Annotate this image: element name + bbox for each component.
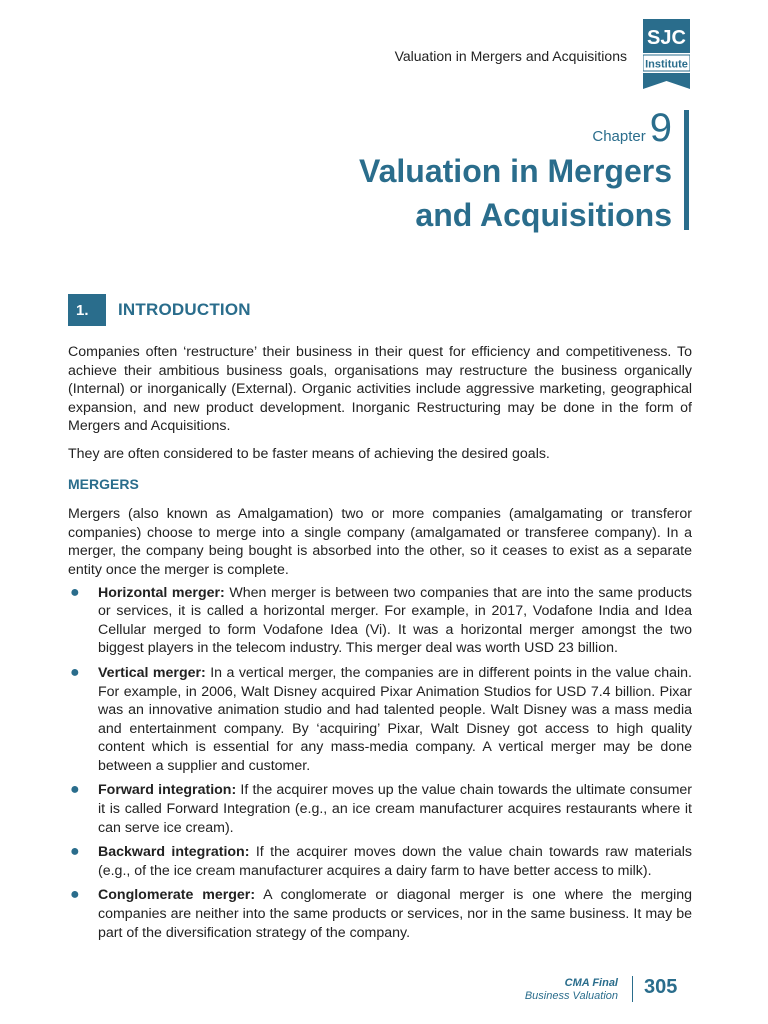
page-number: 305 (644, 976, 678, 998)
bullet-icon: ● (70, 583, 80, 601)
chapter-accent-bar (684, 110, 689, 230)
intro-paragraph-2: They are often considered to be faster means of achieving the desired goals. (68, 445, 550, 462)
footer-course (525, 977, 618, 1003)
list-item-text: When merger is between two companies that are into the same products or services, it is called a horizontal merger. For example, in 2017, Vodafone India and Idea Cellular merged to form Vodafone Idea (Vi). It was a horizontal merger amongst the two biggest players in the telecom industry. This merger deal was worth USD 23 billion. (98, 584, 693, 657)
chapter-title-line-2: and Acquisitions (415, 197, 672, 233)
list-item-term: Backward integration: (98, 844, 250, 861)
chapter-label: Chapter (592, 128, 646, 145)
bullet-icon: ● (70, 843, 80, 861)
list-item (68, 584, 692, 658)
bullet-icon: ● (70, 663, 80, 681)
footer-divider (632, 976, 633, 1002)
chapter-number: 9 (649, 106, 672, 150)
chapter-title-line-1: Valuation in Mergers (359, 153, 672, 189)
intro-paragraph-1: Companies often ‘restructure’ their business in their quest for efficiency and competitiveness. To achieve their ambitious business goals, organisations may restructure the business organically (Internal) or inorganically (External). Organic activities include aggressive marketing, geographical expansion, and new product development. Inorganic Restructuring may be done in the form of Mergers and Acquisitions. (68, 344, 692, 435)
sjc-institute-logo (643, 19, 690, 89)
list-item (68, 886, 692, 942)
list-item-term: Vertical merger: (98, 664, 206, 681)
list-item-term: Forward integration: (98, 782, 237, 799)
list-item-text: If the acquirer moves up the value chain towards the ultimate consumer it is called Forward Integration (e.g., an ice cream manufacturer acquires restaurants where it can serve ice cream). (98, 782, 693, 836)
merger-types-list (68, 584, 692, 943)
list-item-text: If the acquirer moves down the value chain towards raw materials (e.g., of the ice cream manufacturer acquires a dairy farm to have better access to milk). (98, 844, 692, 879)
footer-line-2: Business Valuation (524, 990, 618, 1002)
list-item-term: Conglomerate merger: (98, 887, 256, 904)
list-item (68, 781, 692, 837)
list-item-term: Horizontal merger: (98, 584, 225, 601)
logo-bottom-text: Institute (645, 58, 688, 71)
mergers-paragraph: Mergers (also known as Amalgamation) two or more companies (amalgamating or transferor companies) choose to merge into a single company (amalgamated or transferee company). In a merger, the company being bought is absorbed into the other, so it ceases to exist as a separate entity once the merger is complete. (68, 506, 692, 578)
bullet-icon: ● (70, 781, 80, 799)
list-item-text: A conglomerate or diagonal merger is one where the merging companies are neither into the same products or services, nor in the same business. It may be part of the diversification strategy of the company. (98, 887, 693, 941)
chapter-heading (359, 108, 672, 236)
list-item (68, 843, 692, 880)
mergers-subheading: MERGERS (68, 475, 139, 492)
section-title: INTRODUCTION (118, 300, 251, 319)
section-number: 1. (68, 294, 106, 326)
list-item-text: In a vertical merger, the companies are in different points in the value chain. For example, in 2006, Walt Disney acquired Pixar Animation Studios for USD 7.4 billion. Pixar was an innovative animation studio and had talented people. Walt Disney was a mass media and entertainment company. By ‘acquiring’ Pixar, Walt Disney got access to high quality content which is essential for any mass-media company. A vertical merger may be done between a supplier and customer. (98, 664, 692, 774)
main-content (68, 343, 692, 948)
list-item (68, 664, 692, 776)
footer-line-1: CMA Final (564, 977, 618, 989)
section-heading (68, 294, 251, 326)
logo-top-text: SJC (647, 27, 686, 49)
running-header-title: Valuation in Mergers and Acquisitions (394, 48, 627, 64)
bullet-icon: ● (70, 886, 80, 904)
